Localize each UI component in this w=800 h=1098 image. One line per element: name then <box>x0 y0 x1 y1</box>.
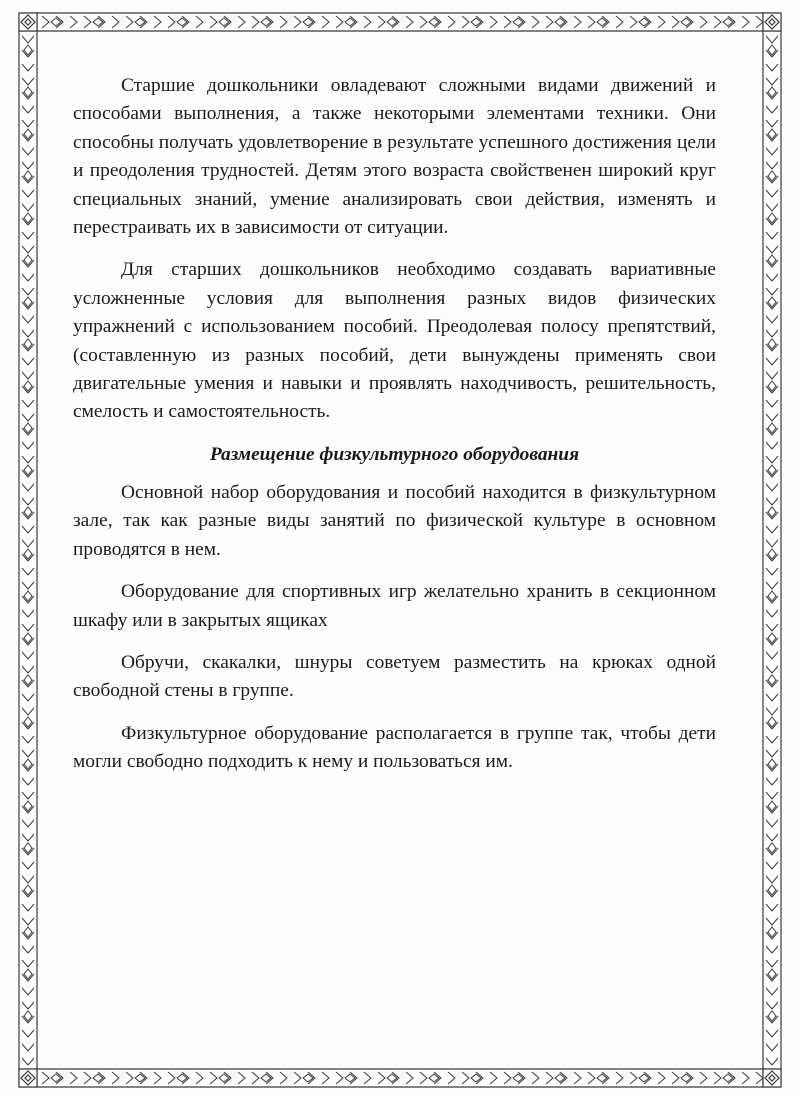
paragraph-gym-equipment: Основной набор оборудования и пособий находится в физкультурном зале, так как разные виды занятий по физической культуре в основном проводятся в нем. <box>73 481 716 560</box>
paragraph-hoops-ropes: Обручи, скакалки, шнуры советуем разместить на крюках одной свободной стены в группе. <box>73 651 716 702</box>
paragraph-obstacle-course: Для старших дошкольников необходимо создавать вариативные усложненные условия для выполнения разных видов физических упражнений с использованием пособий. Преодолевая полосу препятствий, (составленную из разных пособий, дети вынуждены применять свои двигательные умения и навыки и проявлять находчивость, решительность, смелость и самостоятельность. <box>73 259 716 423</box>
paragraph-older-preschoolers: Старшие дошкольники овладевают сложными видами движений и способами выполнения, а также некоторыми элементами техники. Они способны получать удовлетворение в результате успешного достижения цели и преодоления трудностей. Детям этого возраста свойственен широкий круг специальных знаний, умение анализировать свои действия, изменять и перестраивать их в зависимости от ситуации. <box>73 75 716 239</box>
paragraph-group-placement: Физкультурное оборудование располагается в группе так, чтобы дети могли свободно подходить к нему и пользоваться им. <box>73 722 716 773</box>
section-heading: Размещение физкультурного оборудования <box>209 443 580 465</box>
paragraph-sports-storage: Оборудование для спортивных игр желательно хранить в секционном шкафу или в закрытых ящиках <box>73 581 716 631</box>
document-body <box>73 72 716 791</box>
